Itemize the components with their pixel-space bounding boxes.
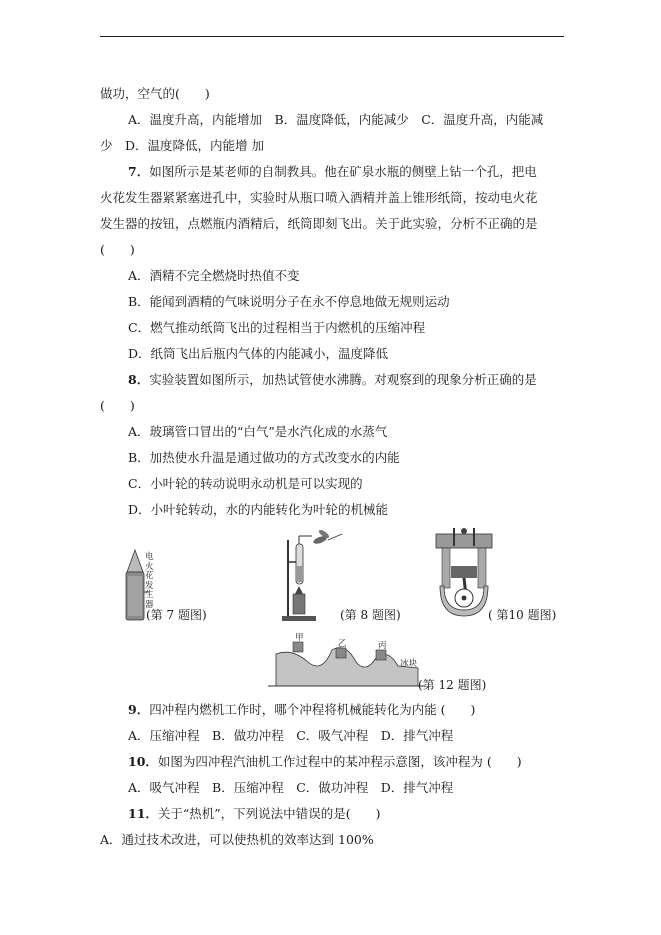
fig12-label-jia: 甲 (295, 633, 304, 643)
q10-options: A．吸气冲程 B．压缩冲程 C．做功冲程 D．排气冲程 (128, 780, 454, 795)
q8-line2: ( ) (100, 398, 135, 413)
fig12-label-bing: 丙 (378, 641, 387, 651)
q7-line3: 发生器的按钮，点燃瓶内酒精后，纸筒即刻飞出。关于此实验，分析不正确的是 (100, 216, 538, 231)
q11-number: 11． (128, 806, 158, 821)
q6-line1: 做功，空气的( ) (100, 86, 210, 101)
q8-option-a: A．玻璃管口冒出的“白气”是水汽化成的水蒸气 (128, 424, 388, 439)
q8-option-b: B．加热使水升温是通过做功的方式改变水的内能 (128, 450, 400, 465)
q7-option-c: C．燃气推动纸筒飞出的过程相当于内燃机的压缩冲程 (128, 320, 426, 335)
q7-line1 (128, 164, 537, 180)
q10-line1 (128, 754, 522, 770)
fig12-caption: (第 12 题图) (418, 678, 487, 692)
q11-text1: 关于“热机”，下列说法中错误的是( ) (157, 806, 381, 821)
q8-option-c: C．小叶轮的转动说明永动机是可以实现的 (128, 476, 363, 491)
q11-option-a: A．通过技术改进，可以使热机的效率达到 100% (100, 832, 374, 847)
q6-options-line1: A．温度升高，内能增加 B．温度降低，内能减少 C．温度升高，内能减 (128, 112, 544, 127)
q7-number: 7． (128, 164, 150, 179)
fig7-spark-label: 电火花发生器 (145, 552, 154, 610)
q9-line1 (128, 702, 475, 718)
q9-text1: 四冲程内燃机工作时，哪个冲程将机械能转化为内能 ( ) (149, 702, 476, 717)
fig8-apparatus-diagram (276, 530, 348, 624)
q8-number: 8． (128, 372, 150, 387)
q8-option-d: D．小叶轮转动，水的内能转化为叶轮的机械能 (128, 502, 389, 517)
q10-number: 10． (128, 754, 158, 769)
header-rule (100, 36, 564, 37)
q7-option-d: D．纸筒飞出后瓶内气体的内能减小，温度降低 (128, 346, 389, 361)
q11-line1 (128, 806, 380, 822)
q8-line1 (128, 372, 537, 388)
fig10-caption: ( 第10 题图) (488, 608, 557, 622)
q7-option-a: A．酒精不完全燃烧时热值不变 (128, 268, 300, 283)
q8-text1: 实验装置如图所示，加热试管使水沸腾。对观察到的现象分析正确的是 (149, 372, 537, 387)
q6-options-line2: 少 D．温度降低，内能增 加 (100, 138, 264, 153)
q7-line4: ( ) (100, 242, 135, 257)
fig10-engine-diagram (432, 526, 496, 622)
q10-text1: 如图为四冲程汽油机工作过程中的某冲程示意图，该冲程为 ( ) (157, 754, 522, 769)
fig12-label-ice: 冰块 (400, 659, 418, 669)
q7-option-b: B．能闻到酒精的气味说明分子在永不停息地做无规则运动 (128, 294, 450, 309)
fig12-label-yi: 乙 (338, 639, 347, 649)
q9-options: A．压缩冲程 B．做功冲程 C．吸气冲程 D．排气冲程 (128, 728, 454, 743)
q7-line2: 火花发生器紧紧塞进孔中，实验时从瓶口喷入酒精并盖上锥形纸筒，按动电火花 (100, 190, 538, 205)
q9-number: 9． (128, 702, 150, 717)
q7-text1: 如图所示是某老师的自制教具。他在矿泉水瓶的侧壁上钻一个孔，把电 (149, 164, 537, 179)
fig8-caption: (第 8 题图) (340, 608, 401, 622)
fig7-caption: (第 7 题图) (146, 608, 207, 622)
